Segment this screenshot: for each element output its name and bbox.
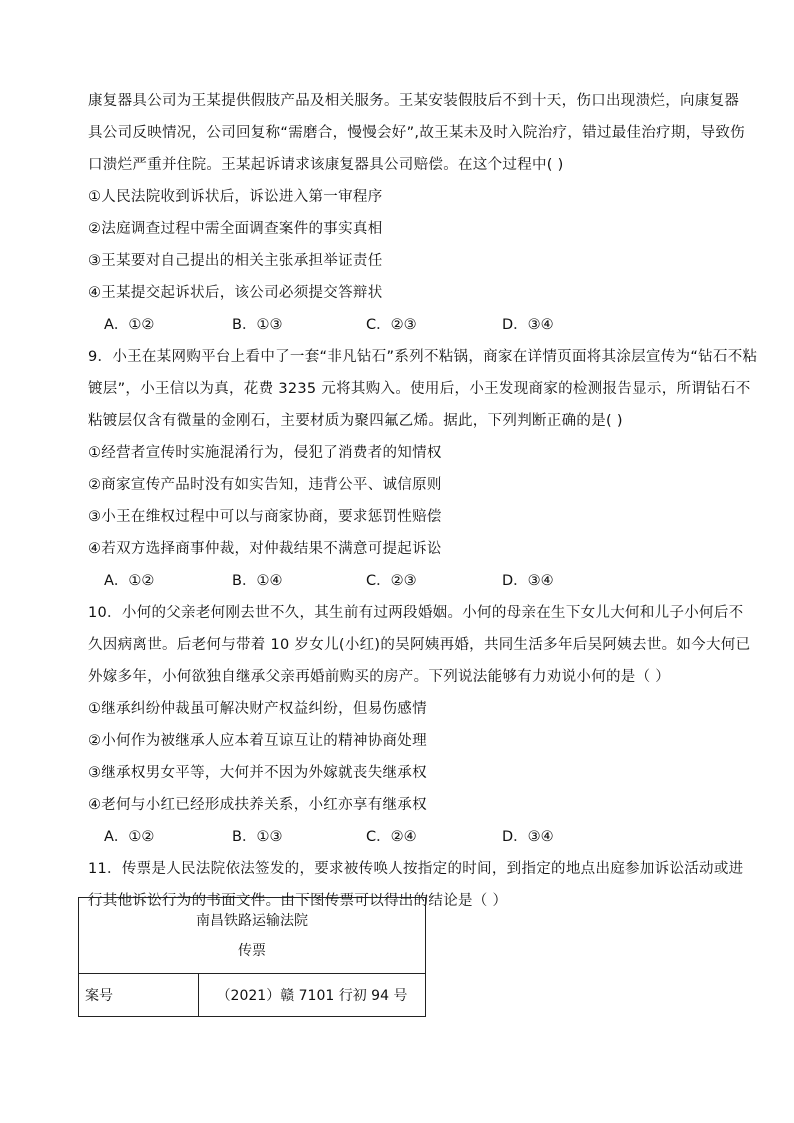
subpoena-header bbox=[79, 898, 426, 974]
q8-item-3: ③王某要对自己提出的相关主张承担举证责任 bbox=[88, 253, 383, 269]
q8-stem-line-1: 康复器具公司为王某提供假肢产品及相关服务。王某安装假肢后不到十天，伤口出现溃烂，向康复器 bbox=[88, 93, 740, 109]
court-name: 南昌铁路运输法院 bbox=[196, 912, 308, 929]
q8-option-c[interactable]: C．②③ bbox=[366, 317, 417, 333]
q9-option-b[interactable]: B．①④ bbox=[232, 573, 283, 589]
q8-options bbox=[104, 315, 704, 335]
q9-options bbox=[104, 571, 704, 591]
q8-option-a[interactable]: A．①② bbox=[104, 317, 155, 333]
subpoena-title: 传票 bbox=[238, 942, 266, 959]
q10-item-2: ②小何作为被继承人应本着互谅互让的精神协商处理 bbox=[88, 733, 427, 749]
q10-stem-line-2: 久因病离世。后老何与带着 10 岁女儿(小红)的吴阿姨再婚，共同生活多年后吴阿姨去世。如今大何已 bbox=[88, 637, 751, 653]
q9-item-1: ①经营者宣传时实施混淆行为，侵犯了消费者的知情权 bbox=[88, 445, 442, 461]
q10-item-3: ③继承权男女平等，大何并不因为外嫁就丧失继承权 bbox=[88, 765, 427, 781]
q9-stem-line-2: 镀层”，小王信以为真，花费 3235 元将其购入。使用后，小王发现商家的检测报告显示，所谓钻石不 bbox=[88, 381, 751, 397]
q9-item-4: ④若双方选择商事仲裁，对仲裁结果不满意可提起诉讼 bbox=[88, 541, 442, 557]
q11-stem-line-1: 11．传票是人民法院依法签发的，要求被传唤人按指定的时间，到指定的地点出庭参加诉讼活动或进 bbox=[88, 861, 744, 877]
subpoena-header-row bbox=[79, 898, 426, 974]
q9-item-2: ②商家宣传产品时没有如实告知，违背公平、诚信原则 bbox=[88, 477, 442, 493]
q9-stem-line-1: 9．小王在某网购平台上看中了一套“非凡钻石”系列不粘锅，商家在详情页面将其涂层宣传为“钻石不粘 bbox=[88, 349, 758, 365]
q8-stem-line-3: 口溃烂严重并住院。王某起诉请求该康复器具公司赔偿。在这个过程中( ) bbox=[88, 157, 564, 173]
q10-option-d[interactable]: D．③④ bbox=[502, 829, 554, 845]
q8-option-b[interactable]: B．①③ bbox=[232, 317, 283, 333]
q10-item-4: ④老何与小红已经形成扶养关系，小红亦享有继承权 bbox=[88, 797, 427, 813]
q10-option-c[interactable]: C．②④ bbox=[366, 829, 417, 845]
q11-stem-line-2: 行其他诉讼行为的书面文件。由下图传票可以得出的结论是（ ） bbox=[88, 893, 508, 909]
subpoena-table bbox=[78, 897, 426, 1017]
case-number-value: （2021）赣 7101 行初 94 号 bbox=[199, 974, 426, 1017]
case-number-label: 案号 bbox=[79, 974, 199, 1017]
q10-options bbox=[104, 827, 704, 847]
q8-stem-line-2: 具公司反映情况，公司回复称“需磨合，慢慢会好”,故王某未及时入院治疗，错过最佳治疗期，导致伤 bbox=[88, 125, 745, 141]
q9-item-3: ③小王在维权过程中可以与商家协商，要求惩罚性赔偿 bbox=[88, 509, 442, 525]
case-number-row bbox=[79, 974, 426, 1017]
q9-option-c[interactable]: C．②③ bbox=[366, 573, 417, 589]
q8-item-4: ④王某提交起诉状后，该公司必须提交答辩状 bbox=[88, 285, 383, 301]
q10-option-b[interactable]: B．①③ bbox=[232, 829, 283, 845]
q8-option-d[interactable]: D．③④ bbox=[502, 317, 554, 333]
q8-item-2: ②法庭调查过程中需全面调查案件的事实真相 bbox=[88, 221, 383, 237]
q9-option-a[interactable]: A．①② bbox=[104, 573, 155, 589]
q10-stem-line-1: 10．小何的父亲老何刚去世不久，其生前有过两段婚姻。小何的母亲在生下女儿大何和儿子小何后不 bbox=[88, 605, 744, 621]
q9-stem-line-3: 粘镀层仅含有微量的金刚石，主要材质为聚四氟乙烯。据此，下列判断正确的是( ) bbox=[88, 413, 623, 429]
q10-stem-line-3: 外嫁多年，小何欲独自继承父亲再婚前购买的房产。下列说法能够有力劝说小何的是（ ） bbox=[88, 669, 671, 685]
q8-item-1: ①人民法院收到诉状后，诉讼进入第一审程序 bbox=[88, 189, 383, 205]
q10-option-a[interactable]: A．①② bbox=[104, 829, 155, 845]
q9-option-d[interactable]: D．③④ bbox=[502, 573, 554, 589]
q10-item-1: ①继承纠纷仲裁虽可解决财产权益纠纷，但易伤感情 bbox=[88, 701, 427, 717]
